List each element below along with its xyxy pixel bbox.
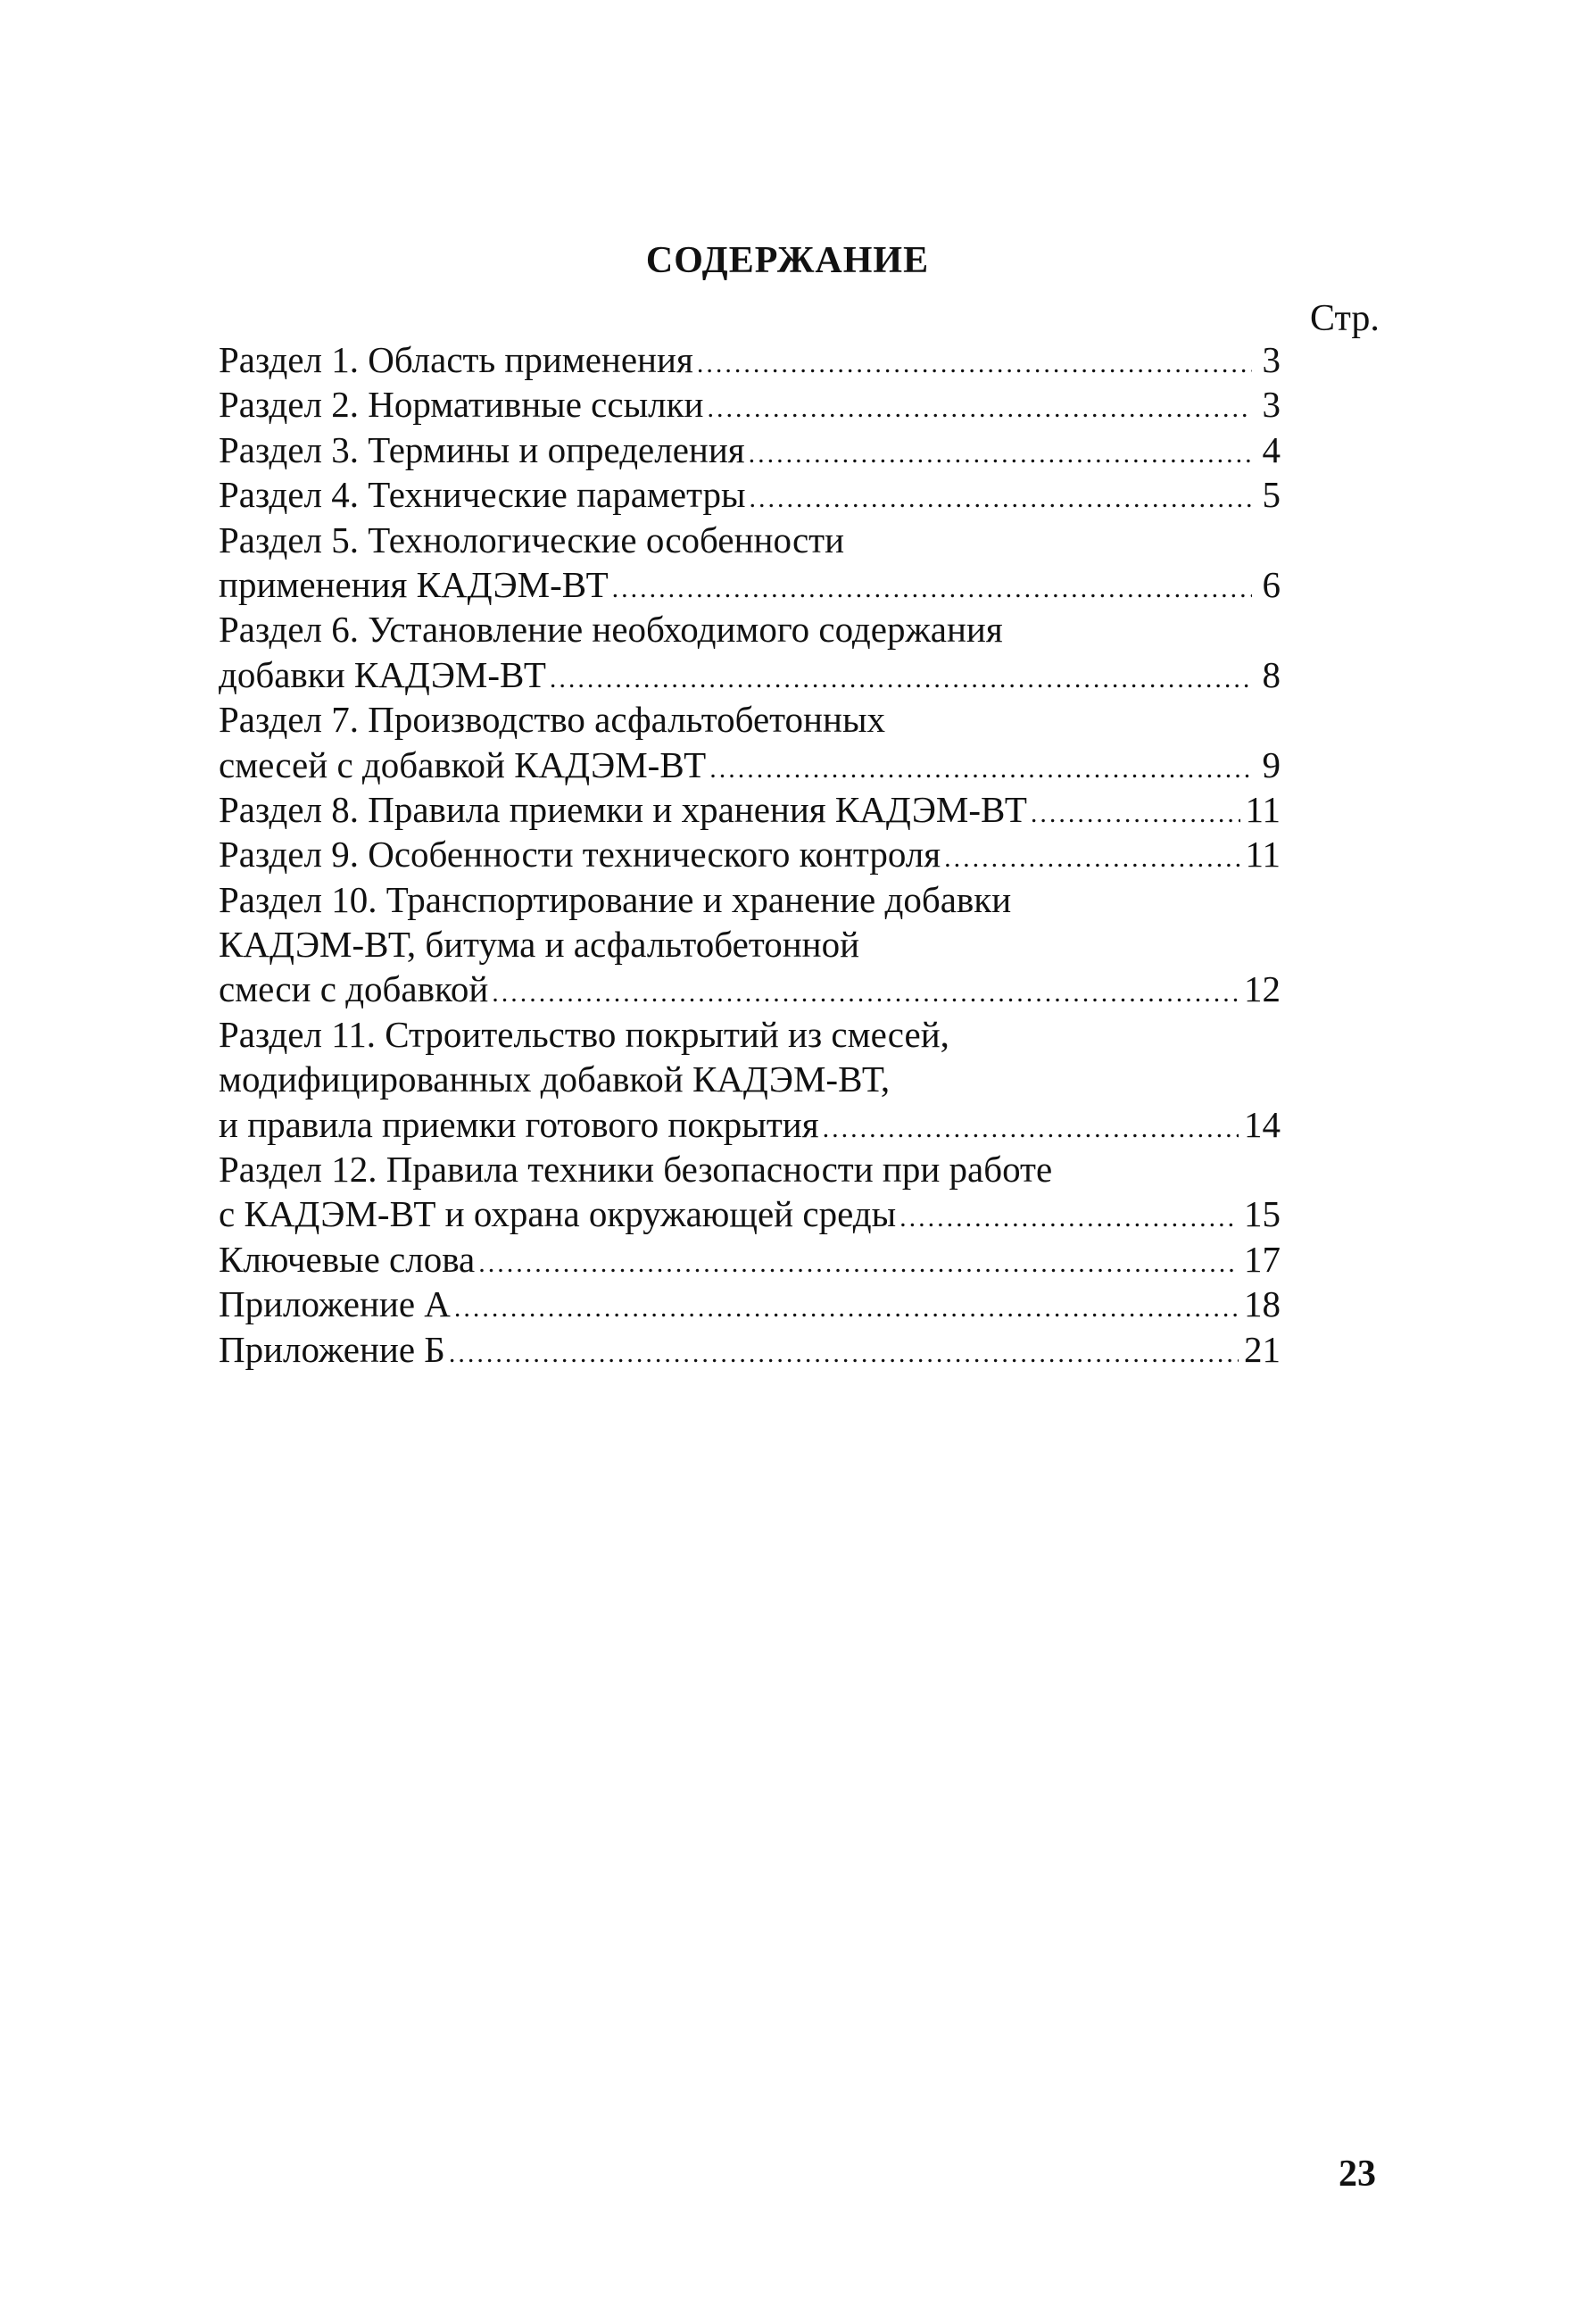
- toc-entry: [219, 787, 1281, 832]
- toc-entry-text: Раздел 3. Термины и определения: [219, 428, 745, 470]
- toc-entry-text: Раздел 12. Правила техники безопасности при работе: [219, 1149, 1053, 1191]
- toc-entry-text: Раздел 11. Строительство покрытий из смесей,: [219, 1013, 949, 1055]
- page-number: 23: [1339, 2154, 1376, 2195]
- toc-entry-text: КАДЭМ-ВТ, битума и асфальтобетонной: [219, 924, 860, 966]
- dot-leader: [550, 657, 1252, 701]
- toc-entry-text: модифицированных добавкой КАДЭМ-ВТ,: [219, 1058, 891, 1100]
- toc-entry-page: 11: [1245, 788, 1281, 830]
- toc-entry-continued-line: [219, 1057, 1281, 1101]
- dot-leader: [449, 1332, 1239, 1376]
- dot-leader: [1031, 792, 1240, 836]
- toc-entry-page: 3: [1262, 384, 1281, 426]
- toc-entry-text: Раздел 5. Технологические особенности: [219, 519, 845, 560]
- toc-entry-text: Раздел 6. Установление необходимого содержания: [219, 609, 1003, 651]
- toc-entry-page: 5: [1262, 474, 1281, 516]
- toc-entry-text: и правила приемки готового покрытия: [219, 1103, 819, 1145]
- toc-entry: [219, 427, 1281, 472]
- toc-entry-text: с КАДЭМ-ВТ и охрана окружающей среды: [219, 1193, 897, 1235]
- toc-entry: [219, 967, 1281, 1011]
- toc-entry: [219, 832, 1281, 876]
- toc-entry-page: 11: [1245, 834, 1281, 876]
- toc-entry-text: Раздел 2. Нормативные ссылки: [219, 384, 704, 426]
- toc-entry: [219, 1191, 1281, 1236]
- dot-leader: [697, 342, 1252, 386]
- toc-entry-continued-line: [219, 1147, 1281, 1191]
- toc-entry: [219, 652, 1281, 697]
- toc-entry-page: 12: [1244, 968, 1281, 1010]
- toc-entry: [219, 1282, 1281, 1326]
- toc-entry-continued-line: [219, 607, 1281, 652]
- toc-entry-page: 17: [1244, 1238, 1281, 1280]
- toc-entry-text: Раздел 9. Особенности технического контроля: [219, 834, 941, 876]
- toc-entry-text: Раздел 10. Транспортирование и хранение добавки: [219, 878, 1012, 920]
- toc-entry: [219, 743, 1281, 787]
- toc-entry: [219, 472, 1281, 517]
- dot-leader: [709, 747, 1252, 792]
- page-column-label: Стр.: [1310, 298, 1380, 339]
- dot-leader: [612, 567, 1252, 611]
- toc-entry-page: 9: [1262, 743, 1281, 785]
- toc-entry-continued-line: [219, 697, 1281, 742]
- dot-leader: [823, 1107, 1239, 1151]
- toc-entry-page: 6: [1262, 563, 1281, 605]
- page-title: СОДЕРЖАНИЕ: [645, 240, 930, 281]
- toc-entry-page: 21: [1244, 1328, 1281, 1370]
- dot-leader: [750, 477, 1252, 521]
- dot-leader: [749, 432, 1252, 477]
- toc-entry-text: Ключевые слова: [219, 1238, 476, 1280]
- toc-entry: [219, 382, 1281, 427]
- toc-entry-text: Раздел 4. Технические параметры: [219, 474, 746, 516]
- toc-entry-continued-line: [219, 922, 1281, 967]
- dot-leader: [944, 836, 1239, 881]
- toc-entry-page: 14: [1244, 1103, 1281, 1145]
- toc-entry-text: Раздел 7. Производство асфальтобетонных: [219, 699, 885, 741]
- toc-entry-page: 4: [1262, 428, 1281, 470]
- dot-leader: [899, 1196, 1239, 1241]
- toc-entry-continued-line: [219, 877, 1281, 922]
- toc-entry-text: применения КАДЭМ-ВТ: [219, 563, 609, 605]
- dot-leader: [707, 386, 1252, 431]
- toc-entry-page: 18: [1244, 1283, 1281, 1325]
- toc-entry-text: смеси с добавкой: [219, 968, 489, 1010]
- toc-entry: [219, 1237, 1281, 1282]
- toc-entry-text: смесей с добавкой КАДЭМ-ВТ: [219, 743, 707, 785]
- toc-entry: [219, 1327, 1281, 1372]
- toc-entry-page: 8: [1262, 653, 1281, 695]
- table-of-contents: [219, 337, 1281, 1372]
- toc-entry-text: Приложение А: [219, 1283, 451, 1325]
- toc-entry-text: Раздел 1. Область применения: [219, 339, 693, 380]
- toc-entry-page: 3: [1262, 339, 1281, 380]
- toc-entry-continued-line: [219, 1012, 1281, 1057]
- dot-leader: [478, 1241, 1239, 1286]
- dot-leader: [492, 971, 1239, 1016]
- toc-entry: [219, 562, 1281, 607]
- toc-entry: [219, 337, 1281, 382]
- toc-entry: [219, 1102, 1281, 1147]
- toc-entry-continued-line: [219, 518, 1281, 562]
- toc-entry-page: 15: [1244, 1193, 1281, 1235]
- toc-entry-text: добавки КАДЭМ-ВТ: [219, 653, 546, 695]
- toc-entry-text: Приложение Б: [219, 1328, 445, 1370]
- toc-entry-text: Раздел 8. Правила приемки и хранения КАДЭМ-ВТ: [219, 788, 1027, 830]
- dot-leader: [454, 1286, 1239, 1331]
